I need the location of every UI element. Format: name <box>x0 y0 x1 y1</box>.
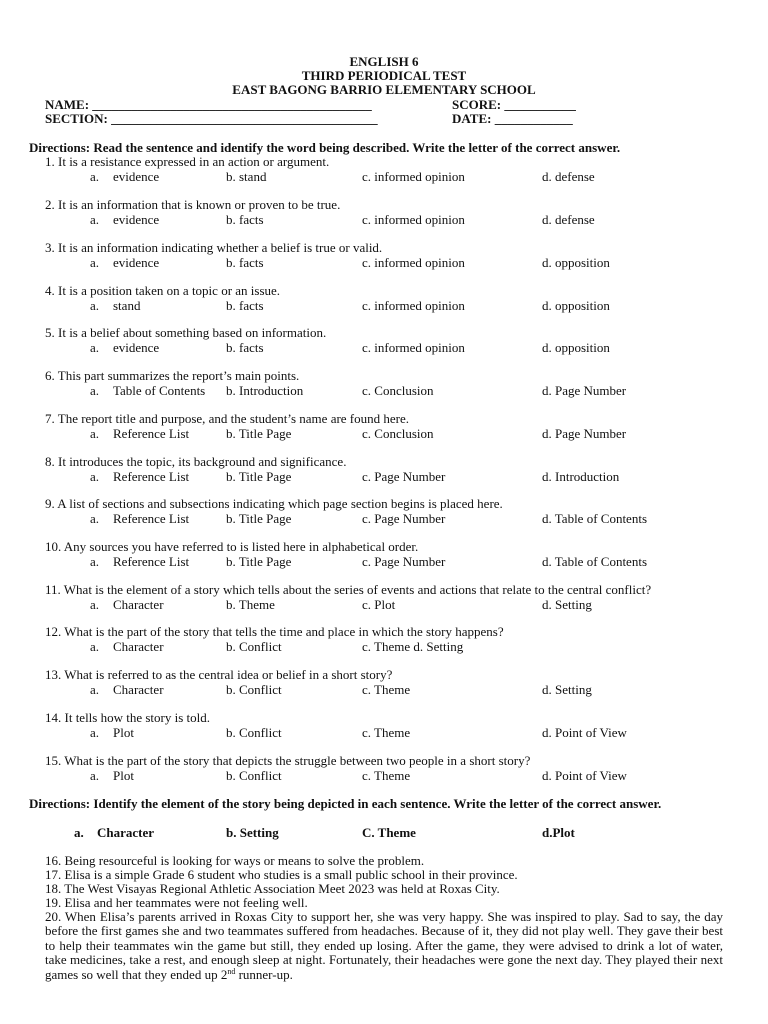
option-a-letter: a. <box>90 212 100 227</box>
option-a-letter: a. <box>90 768 100 783</box>
directions-part1: Directions: Read the sentence and identify the word being described. Write the letter of the correct answer. <box>29 140 621 155</box>
option-b: b. Conflict <box>226 639 282 654</box>
option-a: Plot <box>113 768 134 783</box>
option-b: b. Conflict <box>226 768 282 783</box>
question-stem: 9. A list of sections and subsections indicating which page section begins is placed here. <box>45 496 503 511</box>
question-item <box>0 412 768 442</box>
question-item <box>0 284 768 314</box>
option-d: d. opposition <box>542 298 610 313</box>
option-a-letter: a. <box>90 554 100 569</box>
question-item <box>0 241 768 271</box>
directions-part2: Directions: Identify the element of the story being depicted in each sentence. Write the letter of the correct answer. <box>29 796 662 811</box>
date-field[interactable]: DATE: ____________ <box>452 111 573 126</box>
subject-title: ENGLISH 6 <box>349 54 419 69</box>
section-field[interactable]: SECTION: _________________________________________ <box>45 111 378 126</box>
question-stem: 1. It is a resistance expressed in an action or argument. <box>45 154 330 169</box>
option-d: d. Setting <box>542 682 592 697</box>
option-b: b. Title Page <box>226 511 292 526</box>
list-item: 17. Elisa is a simple Grade 6 student who studies is a small public school in their province. <box>45 867 518 882</box>
option-c: c. informed opinion <box>362 169 465 184</box>
option-c: c. Theme <box>362 768 411 783</box>
question-item <box>0 155 768 185</box>
list-item: 16. Being resourceful is looking for ways or means to solve the problem. <box>45 853 425 868</box>
question-stem: 2. It is an information that is known or proven to be true. <box>45 197 341 212</box>
option-d: d. Page Number <box>542 383 627 398</box>
option-a: Character <box>113 597 164 612</box>
option-a-letter: a. <box>90 597 100 612</box>
option-a: Reference List <box>113 469 190 484</box>
option-d: d. Table of Contents <box>542 554 648 569</box>
question-stem: 4. It is a position taken on a topic or an issue. <box>45 283 281 298</box>
option-a-letter: a. <box>90 511 100 526</box>
option-a: Character <box>113 639 164 654</box>
option-a: Plot <box>113 725 134 740</box>
option-b: b. Title Page <box>226 426 292 441</box>
item-20-superscript: nd <box>227 966 236 976</box>
option-a: Reference List <box>113 554 190 569</box>
list-item: 18. The West Visayas Regional Athletic Association Meet 2023 was held at Roxas City. <box>45 881 500 896</box>
option-c: c. Theme <box>362 682 411 697</box>
question-stem: 12. What is the part of the story that tells the time and place in which the story happens? <box>45 624 504 639</box>
choice-b: b. Setting <box>226 825 279 840</box>
question-item <box>0 625 768 655</box>
option-a-letter: a. <box>90 298 100 313</box>
question-stem: 8. It introduces the topic, its background and significance. <box>45 454 347 469</box>
question-stem: 14. It tells how the story is told. <box>45 710 211 725</box>
option-a-letter: a. <box>90 639 100 654</box>
list-item: 19. Elisa and her teammates were not feeling well. <box>45 895 308 910</box>
option-d: d. Point of View <box>542 768 627 783</box>
option-b: b. Title Page <box>226 469 292 484</box>
option-c: c. Theme <box>362 725 411 740</box>
question-item <box>0 326 768 356</box>
option-b: b. Introduction <box>226 383 304 398</box>
question-item <box>0 668 768 698</box>
option-a-letter: a. <box>90 725 100 740</box>
option-c: c. Page Number <box>362 469 446 484</box>
option-c: c. Conclusion <box>362 426 434 441</box>
choice-d: d.Plot <box>542 825 575 840</box>
option-b: b. stand <box>226 169 267 184</box>
option-d: d. Table of Contents <box>542 511 648 526</box>
item-20-text-end: runner-up. <box>235 966 293 982</box>
option-d: d. defense <box>542 169 595 184</box>
question-item <box>0 455 768 485</box>
question-item <box>0 540 768 570</box>
question-item <box>0 497 768 527</box>
option-b: b. facts <box>226 298 264 313</box>
option-b: b. facts <box>226 212 264 227</box>
option-b: b. facts <box>226 255 264 270</box>
option-c: c. Page Number <box>362 511 446 526</box>
question-stem: 13. What is referred to as the central idea or belief in a short story? <box>45 667 393 682</box>
item-20-text: 20. When Elisa’s parents arrived in Roxas City to support her, she was very happy. She was inspired to play. Sad to say, the day before the first games she and two teammates suffered from headaches. Because of it, they did not play well. They gave their best to help their teammates win the game but still, they ended up losing. After the game, they were advised to drink a lot of water, take medicines, take a rest, and enough sleep at night. Fortunately, their headaches were gone the next day. They played their next games so well that they ended up 2 <box>45 909 723 982</box>
option-a-letter: a. <box>90 426 100 441</box>
question-stem: 6. This part summarizes the report’s main points. <box>45 368 300 383</box>
question-item <box>0 369 768 399</box>
question-item <box>0 198 768 228</box>
option-a-letter: a. <box>90 340 100 355</box>
option-a: Reference List <box>113 511 190 526</box>
option-a: evidence <box>113 340 160 355</box>
option-c: c. Page Number <box>362 554 446 569</box>
option-a: evidence <box>113 255 160 270</box>
option-d: d. Point of View <box>542 725 627 740</box>
option-d: d. opposition <box>542 340 610 355</box>
option-c: c. informed opinion <box>362 340 465 355</box>
option-d: d. Page Number <box>542 426 627 441</box>
score-field[interactable]: SCORE: ___________ <box>452 97 576 112</box>
option-a-letter: a. <box>90 383 100 398</box>
item-20-paragraph <box>45 910 723 982</box>
option-b: b. facts <box>226 340 264 355</box>
option-c: c. informed opinion <box>362 298 465 313</box>
option-a: Table of Contents <box>113 383 206 398</box>
option-c: c. Theme d. Setting <box>362 639 464 654</box>
test-title: THIRD PERIODICAL TEST <box>301 68 467 83</box>
option-a-letter: a. <box>90 169 100 184</box>
option-c: c. informed opinion <box>362 212 465 227</box>
choice-c: C. Theme <box>362 825 416 840</box>
option-b: b. Theme <box>226 597 275 612</box>
option-a-letter: a. <box>90 469 100 484</box>
option-b: b. Conflict <box>226 682 282 697</box>
question-stem: 11. What is the element of a story which tells about the series of events and actions that relate to the central conflict? <box>45 582 652 597</box>
question-stem: 3. It is an information indicating whether a belief is true or valid. <box>45 240 383 255</box>
option-c: c. informed opinion <box>362 255 465 270</box>
question-stem: 7. The report title and purpose, and the student’s name are found here. <box>45 411 410 426</box>
option-d: d. Introduction <box>542 469 620 484</box>
name-field[interactable]: NAME: ___________________________________________ <box>45 97 372 112</box>
question-stem: 5. It is a belief about something based on information. <box>45 325 327 340</box>
option-d: d. Setting <box>542 597 592 612</box>
option-d: d. defense <box>542 212 595 227</box>
question-item <box>0 583 768 613</box>
option-c: c. Plot <box>362 597 396 612</box>
option-a: Character <box>113 682 164 697</box>
option-d: d. opposition <box>542 255 610 270</box>
school-name: EAST BAGONG BARRIO ELEMENTARY SCHOOL <box>232 82 536 97</box>
option-b: b. Conflict <box>226 725 282 740</box>
option-c: c. Conclusion <box>362 383 434 398</box>
option-b: b. Title Page <box>226 554 292 569</box>
choice-a-letter: a. <box>74 825 84 840</box>
option-a: evidence <box>113 212 160 227</box>
question-item <box>0 711 768 741</box>
option-a: evidence <box>113 169 160 184</box>
choice-a: Character <box>97 825 155 840</box>
option-a-letter: a. <box>90 255 100 270</box>
question-item <box>0 754 768 784</box>
option-a: Reference List <box>113 426 190 441</box>
option-a: stand <box>113 298 141 313</box>
question-stem: 10. Any sources you have referred to is listed here in alphabetical order. <box>45 539 419 554</box>
option-a-letter: a. <box>90 682 100 697</box>
question-stem: 15. What is the part of the story that depicts the struggle between two people in a short story? <box>45 753 531 768</box>
